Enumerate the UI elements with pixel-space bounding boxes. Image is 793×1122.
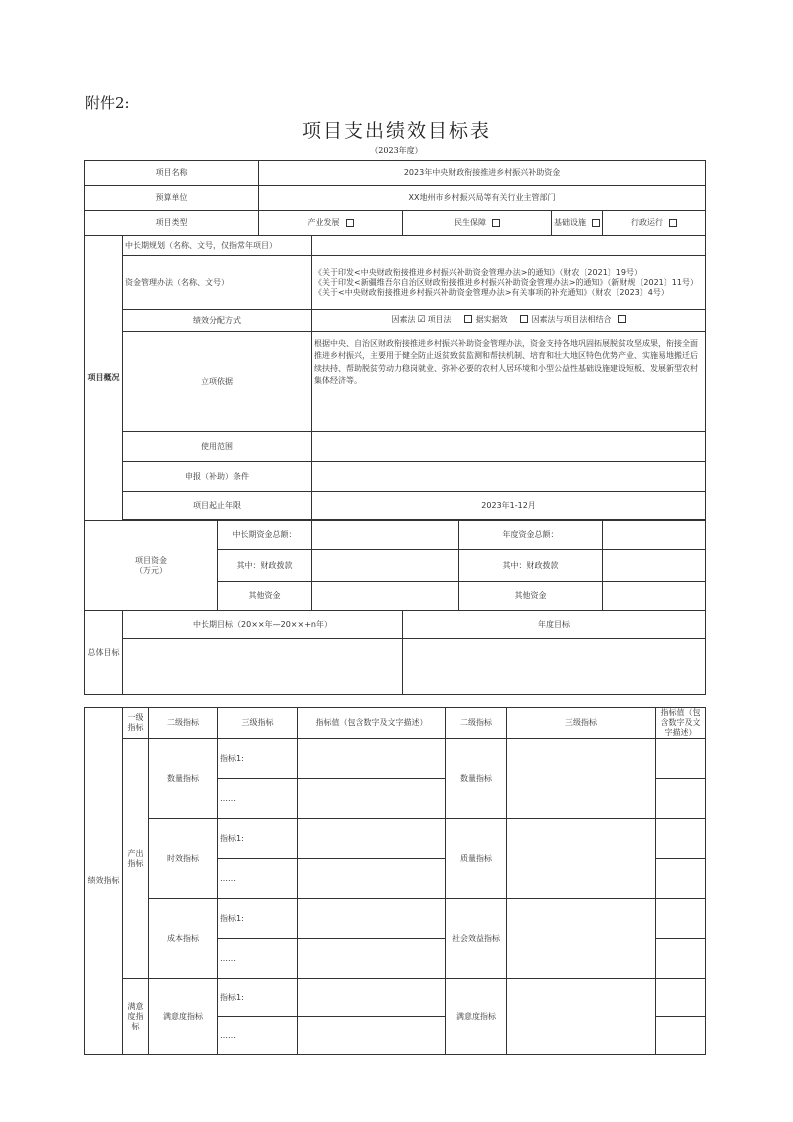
indicator-item: 指标1: bbox=[218, 979, 298, 1017]
indicator-value bbox=[298, 899, 446, 939]
indicator-more: …… bbox=[218, 1017, 298, 1055]
level3-header: 三级指标 bbox=[218, 708, 298, 739]
fiscal-annual-label: 其中：财政拨款 bbox=[459, 550, 603, 582]
other-annual-label: 其他资金 bbox=[459, 582, 603, 611]
annual-total-value bbox=[603, 521, 706, 550]
indicator-more: …… bbox=[218, 939, 298, 979]
mgmt-value: 《关于印发<中央财政衔接推进乡村振兴补助资金管理办法>的通知》（财农〔2021〕19号） 《关于印发<新疆维吾尔自治区财政衔接推进乡村振兴补助资金管理办法>的通知》（新财规〔2021〕11号） 《关于<中央财政衔接推进乡村振兴补助资金管理办法>有关事项的补充通知》（财农〔2023〕4号） bbox=[312, 256, 706, 310]
annual-total-label: 年度资金总额： bbox=[459, 521, 603, 550]
mid-total-label: 中长期资金总额： bbox=[218, 521, 312, 550]
checkbox-icon[interactable] bbox=[618, 315, 626, 323]
period-value: 2023年1-12月 bbox=[312, 492, 706, 520]
level2-header: 二级指标 bbox=[149, 708, 218, 739]
satisfaction-group-label: 满意度指标 bbox=[123, 979, 149, 1055]
budget-unit-value: XX地州市乡村振兴局等有关行业主管部门 bbox=[259, 186, 706, 211]
indicator-item: 指标1: bbox=[218, 819, 298, 859]
indicator-value bbox=[298, 739, 446, 779]
checkbox-icon[interactable] bbox=[492, 219, 500, 227]
mid-total-value bbox=[312, 521, 459, 550]
indicator-value bbox=[298, 939, 446, 979]
project-table bbox=[84, 160, 706, 695]
apply-value bbox=[312, 462, 706, 492]
level2-header-b: 二级指标 bbox=[446, 708, 507, 739]
other-mid-label: 其他资金 bbox=[218, 582, 312, 611]
type-option-industry[interactable]: 产业发展 bbox=[259, 211, 403, 236]
checkbox-icon[interactable] bbox=[464, 315, 472, 323]
indicator-value-b bbox=[656, 1017, 706, 1055]
checkbox-icon[interactable] bbox=[669, 219, 677, 227]
other-annual-value bbox=[603, 582, 706, 611]
type-option-admin[interactable]: 行政运行 bbox=[603, 211, 706, 236]
basis-label: 立项依据 bbox=[123, 332, 312, 432]
scope-label: 使用范围 bbox=[123, 432, 312, 462]
type-option-infrastructure[interactable]: 基础设施 bbox=[552, 211, 603, 236]
plan-value bbox=[312, 236, 706, 256]
indicator-value-b bbox=[656, 739, 706, 779]
goals-section-label: 总体目标 bbox=[85, 611, 123, 695]
indicator-value-b bbox=[656, 939, 706, 979]
funds-section-label: 项目资金 （万元） bbox=[85, 521, 218, 611]
overview-section-label: 项目概况 bbox=[85, 236, 123, 521]
checked-box-icon[interactable]: ☑ bbox=[417, 314, 426, 325]
type-option-livelihood[interactable]: 民生保障 bbox=[403, 211, 552, 236]
indicator-value-b bbox=[656, 819, 706, 859]
project-type-label: 项目类型 bbox=[85, 211, 259, 236]
quantity-label: 数量指标 bbox=[149, 739, 218, 819]
budget-unit-label: 预算单位 bbox=[85, 186, 259, 211]
apply-label: 申报（补助）条件 bbox=[123, 462, 312, 492]
quality-label-b: 质量指标 bbox=[446, 819, 507, 899]
fiscal-mid-label: 其中：财政拨款 bbox=[218, 550, 312, 582]
year-label: （2023年度） bbox=[370, 146, 423, 155]
project-name-label: 项目名称 bbox=[85, 161, 259, 186]
indicator-item: 指标1: bbox=[218, 899, 298, 939]
level3-b-cell bbox=[507, 739, 656, 819]
checkbox-icon[interactable] bbox=[346, 219, 354, 227]
indicator-value bbox=[298, 819, 446, 859]
mid-goal-value bbox=[123, 639, 403, 695]
attachment-label: 附件2: bbox=[85, 94, 130, 112]
quantity-label-b: 数量指标 bbox=[446, 739, 507, 819]
satisfaction-label-b: 满意度指标 bbox=[446, 979, 507, 1055]
project-name-value: 2023年中央财政衔接推进乡村振兴补助资金 bbox=[259, 161, 706, 186]
level3-b-cell bbox=[507, 979, 656, 1055]
level3-b-cell bbox=[507, 899, 656, 979]
other-mid-value bbox=[312, 582, 459, 611]
indicator-more: …… bbox=[218, 779, 298, 819]
indicator-value-b bbox=[656, 899, 706, 939]
checkbox-icon[interactable] bbox=[592, 219, 600, 227]
indicator-table bbox=[84, 707, 706, 1055]
checkbox-icon[interactable] bbox=[520, 315, 528, 323]
scope-value bbox=[312, 432, 706, 462]
period-label: 项目起止年限 bbox=[123, 492, 312, 520]
fiscal-mid-value bbox=[312, 550, 459, 582]
level3-b-cell bbox=[507, 819, 656, 899]
indicators-section-label: 绩效指标 bbox=[85, 708, 123, 1055]
output-label: 产出指标 bbox=[123, 739, 149, 979]
mgmt-label: 资金管理办法（名称、文号） bbox=[123, 256, 312, 310]
page-title: 项目支出绩效目标表 bbox=[301, 120, 491, 142]
fiscal-annual-value bbox=[603, 550, 706, 582]
indicator-item: 指标1: bbox=[218, 739, 298, 779]
level3-header-b: 三级指标 bbox=[507, 708, 656, 739]
level1-header: 一级指标 bbox=[123, 708, 149, 739]
indicator-value-b bbox=[656, 859, 706, 899]
mid-goal-label: 中长期目标（20××年—20××+n年） bbox=[123, 611, 403, 639]
plan-label: 中长期规划（名称、文号，仅指常年项目） bbox=[123, 236, 312, 256]
value-header-b: 指标值（包含数字及文字描述） bbox=[656, 708, 706, 739]
indicator-value-b bbox=[656, 979, 706, 1017]
indicator-value bbox=[298, 1017, 446, 1055]
indicator-value bbox=[298, 859, 446, 899]
satisfaction-label: 满意度指标 bbox=[149, 979, 218, 1055]
annual-goal-label: 年度目标 bbox=[403, 611, 706, 639]
indicator-value bbox=[298, 979, 446, 1017]
annual-goal-value bbox=[403, 639, 706, 695]
indicator-value bbox=[298, 779, 446, 819]
timeliness-label: 时效指标 bbox=[149, 819, 218, 899]
social-label-b: 社会效益指标 bbox=[446, 899, 507, 979]
value-header: 指标值（包含数字及文字描述） bbox=[298, 708, 446, 739]
cost-label: 成本指标 bbox=[149, 899, 218, 979]
basis-text: 根据中央、自治区财政衔接推进乡村振兴补助资金管理办法，资金支持各地巩固拓展脱贫攻坚成果，衔接全面推进乡村振兴，主要用于健全防止返贫致贫监测和帮扶机制、培育和壮大地区特色优势产业、实施易地搬迁后续扶持、帮助脱贫劳动力稳岗就业、弥补必要的农村人居环境和小型公益性基础设施建设短板、发展新型农村集体经济等。 bbox=[312, 332, 706, 432]
indicator-value-b bbox=[656, 779, 706, 819]
alloc-label: 绩效分配方式 bbox=[123, 310, 312, 332]
alloc-options: 因素法 ☑ 项目法 据实据效 因素法与项目法相结合 bbox=[312, 310, 706, 332]
indicator-more: …… bbox=[218, 859, 298, 899]
